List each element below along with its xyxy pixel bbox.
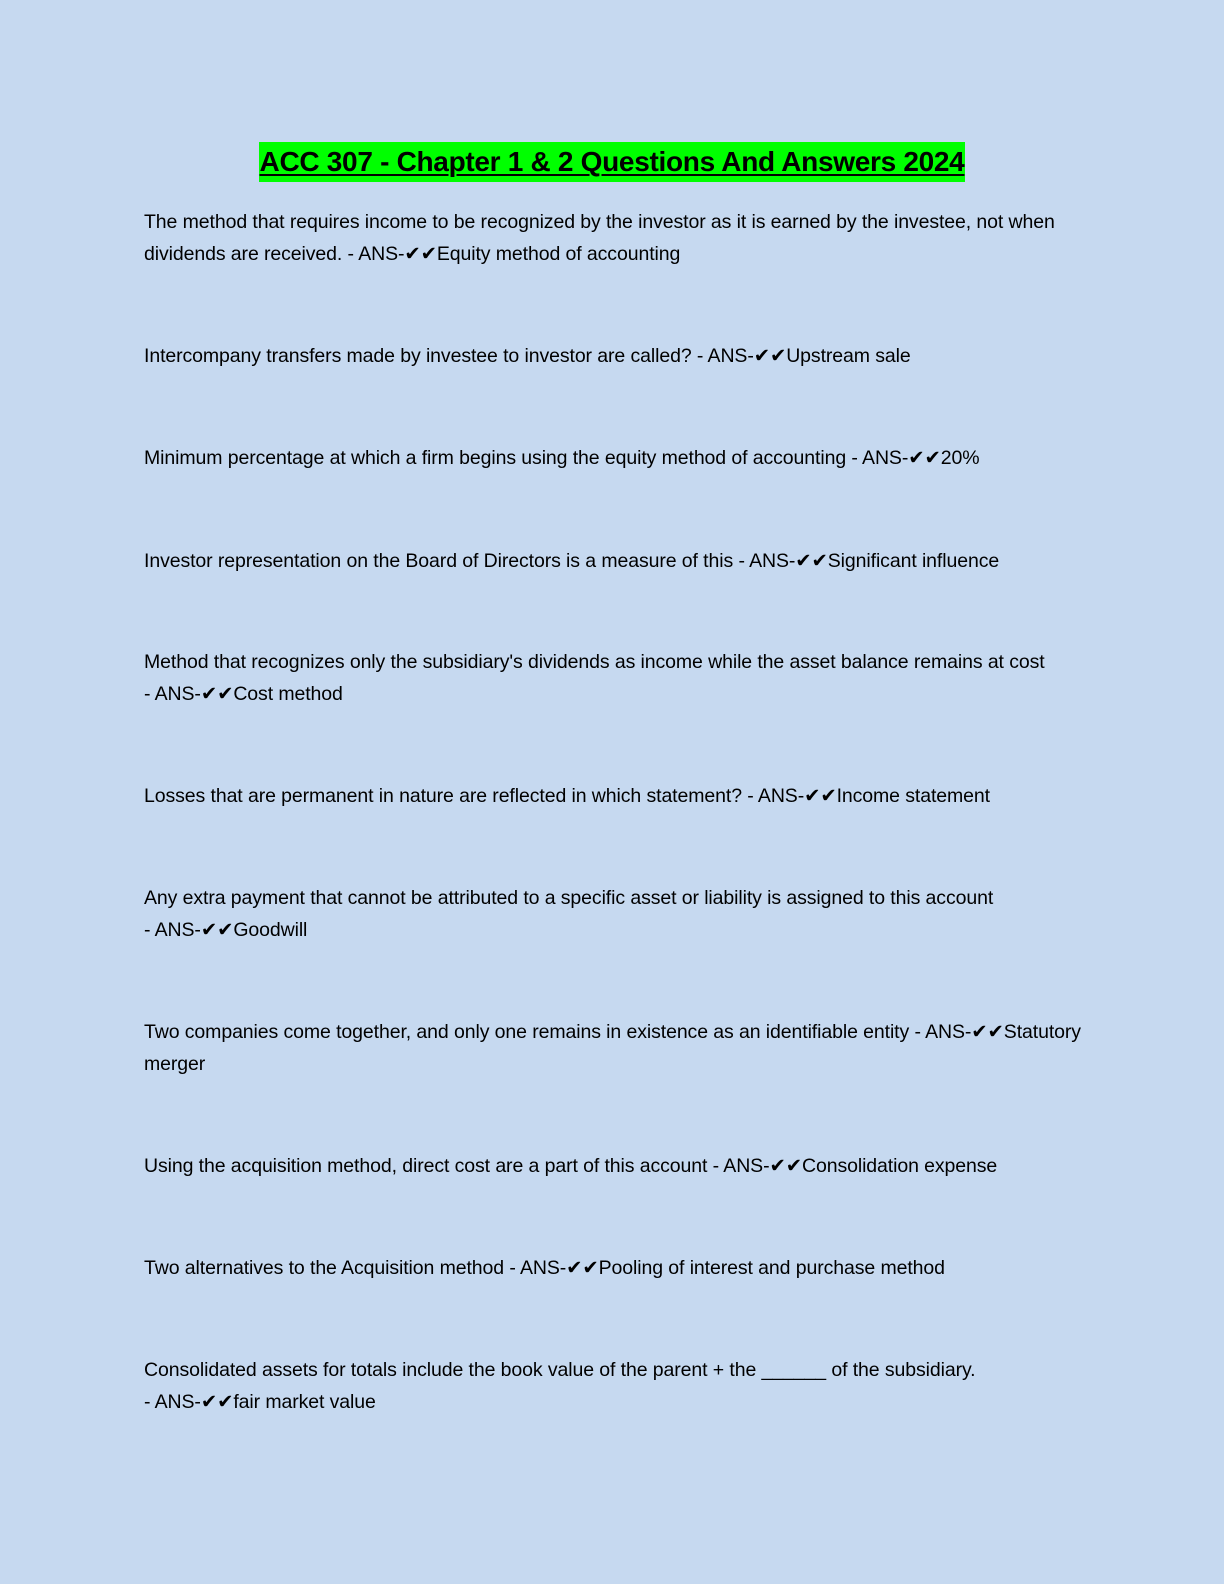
question-text: Any extra payment that cannot be attributed to a specific asset or liability is assigned to this account xyxy=(144,887,994,909)
question-text: Using the acquisition method, direct cost are a part of this account xyxy=(144,1155,708,1177)
question-text: Consolidated assets for totals include the book value of the parent + the ______ of the subsidiary. xyxy=(144,1359,976,1381)
answer-text: fair market value xyxy=(233,1391,376,1413)
qa-item-9 xyxy=(144,1150,1088,1182)
answer-marker: - ANS-✔✔ xyxy=(691,345,787,367)
qa-item-1 xyxy=(144,206,1088,270)
question-text: Two companies come together, and only one remains in existence as an identifiable entity xyxy=(144,1021,910,1043)
answer-marker: - ANS-✔✔ xyxy=(733,550,828,572)
qa-item-10 xyxy=(144,1252,1088,1284)
question-text: Method that recognizes only the subsidiary's dividends as income while the asset balance remains at cost xyxy=(144,651,1045,673)
qa-item-5 xyxy=(144,646,1088,710)
qa-item-7 xyxy=(144,882,1088,946)
question-text: The method that requires income to be recognized by the investor as it is earned by the investee, not when dividends are received. xyxy=(144,211,1055,265)
qa-item-11 xyxy=(144,1354,1088,1418)
answer-text: Statutory merger xyxy=(144,1021,1081,1075)
qa-item-6 xyxy=(144,780,1088,812)
answer-marker: - ANS-✔✔ xyxy=(909,1021,1004,1043)
answer-marker: - ANS-✔✔ xyxy=(342,243,437,265)
answer-text: Consolidation expense xyxy=(801,1155,998,1177)
answer-marker: - ANS-✔✔ xyxy=(846,447,941,469)
question-text: Losses that are permanent in nature are reflected in which statement? xyxy=(144,785,742,807)
answer-marker: - ANS-✔✔ xyxy=(707,1155,802,1177)
qa-item-2 xyxy=(144,340,1088,372)
answer-text: Income statement xyxy=(836,785,990,807)
answer-text: Cost method xyxy=(233,683,343,705)
answer-text: Goodwill xyxy=(233,919,308,941)
answer-marker: - ANS-✔✔ xyxy=(144,1391,234,1413)
question-text: Intercompany transfers made by investee to investor are called? xyxy=(144,345,692,367)
answer-text: Significant influence xyxy=(827,550,1000,572)
title-container xyxy=(0,142,1224,182)
document-title: ACC 307 - Chapter 1 & 2 Questions And Answers 2024 xyxy=(259,142,966,182)
qa-item-3 xyxy=(144,442,1088,474)
answer-text: Pooling of interest and purchase method xyxy=(598,1257,945,1279)
answer-text: Equity method of accounting xyxy=(436,243,681,265)
answer-marker: - ANS-✔✔ xyxy=(504,1257,599,1279)
answer-marker: - ANS-✔✔ xyxy=(741,785,837,807)
answer-text: 20% xyxy=(940,447,980,469)
answer-marker: - ANS-✔✔ xyxy=(144,683,234,705)
answer-text: Upstream sale xyxy=(786,345,911,367)
qa-item-4 xyxy=(144,545,1088,577)
qa-item-8 xyxy=(144,1016,1088,1080)
answer-marker: - ANS-✔✔ xyxy=(144,919,234,941)
question-text: Investor representation on the Board of Directors is a measure of this xyxy=(144,550,734,572)
question-text: Two alternatives to the Acquisition method xyxy=(144,1257,505,1279)
question-text: Minimum percentage at which a firm begins using the equity method of accounting xyxy=(144,447,847,469)
